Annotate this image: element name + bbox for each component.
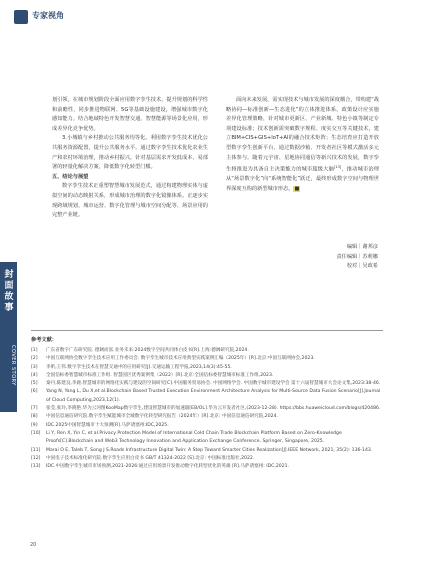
reference-number: [9]: [31, 422, 38, 428]
proofreader-credit: 校对｜吴政希: [346, 263, 378, 270]
reference-text: 李昕,王伟.数字孪生技术在智慧交通中的应用研究[J].交通运输工程学报,2023,14(3):45-55.: [46, 364, 232, 370]
section-heading: 五、结论与展望: [52, 173, 89, 180]
reference-text: Marai O E, Taleb T, Song J S.Roads Infrastructure Digital Twin: A Step Toward Smarter Cities Realization[J].IEEE Network, 2021, 35(2): 136-143.: [46, 447, 373, 453]
reference-number: [3]: [31, 364, 38, 370]
reference-text: 中国信息通信研究院.数字孪生赋能城市全城数字化转型研究报告（2024年）[R].北京: 中国信息通信研究院,2024.: [46, 414, 278, 420]
reference-item: [31, 422, 381, 430]
body-paragraph: 3.小城镇与乡村推动公共服务均等化。利用数字孪生技术优化公共服务资源配置，提升公共服务水平。通过数字孪生技术优化农业生产和农村环境治理，推动乡村振兴。针对基层需求开发低成本、易部署的轻量化解决方案，降低数字化转型门槛。: [52, 135, 208, 171]
reference-item: [31, 413, 381, 421]
page-number: 20: [30, 542, 37, 548]
body-paragraph-text: ，推动城市治理从“场景数字化”向“系统智能化”跃迁，最终形成数字空间与物理世界深度互构的新型城市形态。: [226, 166, 379, 193]
reference-number: [6]: [31, 389, 38, 395]
reference-text: 张莹,张玲,李晓艳.华为云河图KooMap数字孪生,建设智慧城市的加速器[EB/OL].华为云开发者社区,(2023-12-28). https://bbs.huaweicloud.com/blogs/420486.: [46, 406, 381, 412]
reference-item: [31, 355, 381, 363]
editor-credits: [300, 243, 378, 272]
reference-text: 广东省数字广东研究院. 德阔而富.业务未来:2024数字空间共同体白皮书[R].上海:德阔研究院,2024.: [46, 348, 249, 353]
reference-item: [31, 372, 381, 380]
reference-item: [31, 405, 381, 413]
reference-number: [7]: [31, 406, 38, 412]
reference-item: [31, 463, 381, 471]
editor-credit: 编辑｜谢邦彦: [346, 244, 378, 250]
reference-item: [31, 388, 381, 405]
publication-logo-icon: [14, 10, 28, 24]
reference-text: 秦丹,陈建良,李鹿.智慧城市的网络化实践与建设的空间研究[C].中国服务贸易协会. 中国网络学会. 中国数字城市建设学会 第十六届智慧城市大会论文集,2023:38-46.: [46, 381, 381, 387]
reference-item: [31, 347, 381, 355]
reference-number: [12]: [31, 455, 41, 461]
reference-text: Yang N, Yang L, Du X,et al.Blockchain Based Trusted Execution Environment Architecture Analysis for Multi-Source Data Fusion Scenario[J].Journal of Cloud Computing,2023,12(1).: [46, 389, 381, 403]
responsible-editor-credit: 责任编辑｜苏莉娜: [336, 253, 378, 260]
reference-text: Li Y, Ren X, Yin C, et al.Privacy Protection Model of International Cold Chain Trade Blockchain Platform Based on Zero-Knowledge Proofs[C].Blockchain and Web3 Technology Innovation and Application Exchange Conference. Springer, Singapore, 2025.: [46, 430, 342, 445]
reference-item: [31, 447, 381, 455]
reference-number: [1]: [31, 348, 38, 353]
reference-text: 中国互联网协会数字孪生技术应用工作委员会. 数字孪生城市技术应用典型实践案例汇编（2025年）[R].北京:中国互联网协会,2023.: [46, 356, 315, 362]
reference-item: [31, 380, 381, 388]
side-tab-english-label: COVER STORY: [10, 344, 16, 386]
left-text-column: [52, 96, 208, 221]
reference-text: 中国电子技术标准化研究院.数字孪生应用白皮书 GB/T 41324-2022 [S].北京: 中国标准出版社,2022.: [46, 455, 255, 461]
reference-number: [10]: [31, 430, 41, 436]
side-tab-chinese-label: 封面故事: [4, 270, 14, 313]
reference-number: [11]: [31, 447, 41, 453]
body-paragraph: 数字孪生技术正重塑智慧城市发展范式，通过构建物理实体与虚拟空间的动态映射关系，形成城市治理的数字化镜像体系。正逐步实现跨域规划、城市运营、数字化管理与城市空间分配等、场景应用的完整产业链。: [52, 183, 208, 219]
reference-number: [4]: [31, 372, 38, 378]
section-header-title: 专家视角: [32, 11, 64, 20]
reference-number: [2]: [31, 356, 38, 362]
citation-marker: [13]: [334, 165, 342, 170]
references-title: 参考文献：: [31, 337, 57, 343]
reference-text: 全国信标委智慧城市标准工作组. 智慧园区优秀案例集（2022）[R].北京:全国信标委智慧城市标准工作组,2023.: [46, 372, 274, 378]
body-paragraph-text: 面向未来发展，需实现技术与城市发展的深度耦合，带构建“战略协同—标准创新—生态进化”的立体推进体系。政策设计应实施差异化管理策略，针对城市更新区、产业新城、特色小镇等制定专项建设标准；技术创新需突破数字规程、度实交互等关键技术，建立BIM+CIS+GIS+IoT+AI的融合技术矩阵；生态培育应打造开放型数字孪生创新平台，通过数据沙箱、开发者社区等模式激活多元主体参与。随着元宇宙、星地协同通信等新兴技术的发展，数字孪生将推进为具备自主决策能力的城市超级大脑: [226, 97, 379, 173]
reference-item: [31, 430, 381, 447]
body-paragraph: [226, 96, 379, 195]
body-paragraph: 划引领。在城市规划阶段全面应用数字孪生技术，提升规划的科学性和前瞻性，同步推进物联网、5G等基础设施建设，增强城市数字化感知能力。结合地域特色开发智慧交通、智慧能源等场景化应用，形成差异化竞争优势。: [52, 97, 208, 132]
reference-text: IDC.2025中国智慧城市十大预测[R].马萨诸塞州:IDC,2025.: [46, 422, 169, 428]
right-text-column: [226, 96, 379, 195]
references-list: [31, 347, 381, 471]
reference-number: [8]: [31, 414, 38, 420]
reference-item: [31, 455, 381, 463]
reference-number: [5]: [31, 381, 38, 387]
reference-item: [31, 364, 381, 372]
end-of-article-mark: ■: [294, 186, 300, 193]
reference-number: [13]: [31, 464, 41, 470]
reference-text: IDC.中国数字孪生城市市场预测,2021-2026:通过应用场景开发推动数字化转型优化的英雄 [R].马萨诸塞州: IDC,2021.: [46, 464, 289, 470]
references-divider: [31, 330, 383, 331]
